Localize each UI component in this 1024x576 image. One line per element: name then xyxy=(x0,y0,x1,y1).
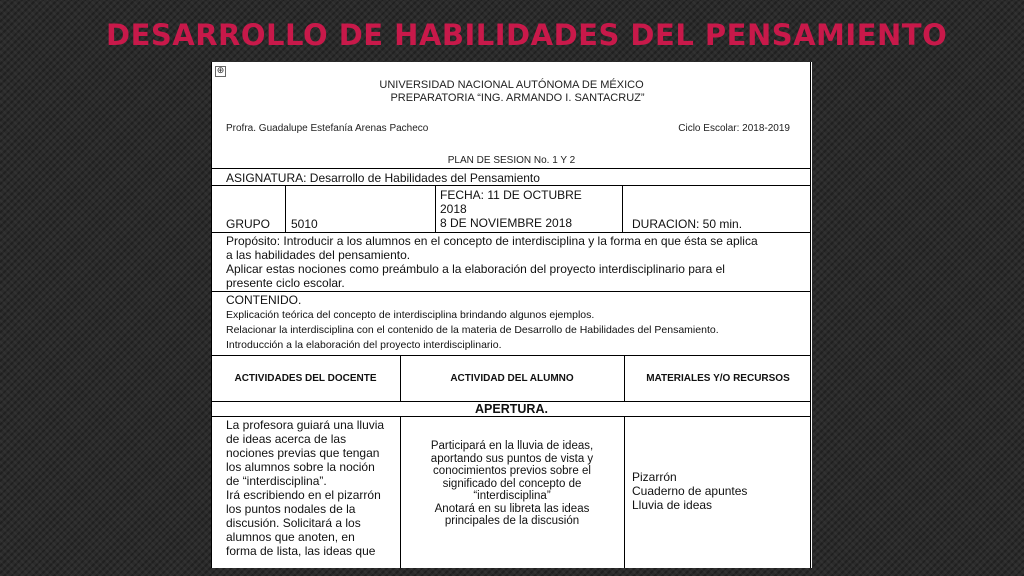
header-alumno: ACTIVIDAD DEL ALUMNO xyxy=(450,373,574,384)
rule-v-fecha xyxy=(435,185,436,232)
rule-grupo xyxy=(211,232,811,233)
grupo-label: GRUPO xyxy=(226,217,271,231)
alumno-line: Anotará en su libreta las ideas xyxy=(434,502,590,515)
rule-v-duracion xyxy=(622,185,623,232)
proposito-line-2: a las habilidades del pensamiento. xyxy=(226,248,411,262)
school-year: Ciclo Escolar: 2018-2019 xyxy=(678,123,790,134)
list-item: Explicación teórica del concepto de interdisciplina brindando algunos ejemplos. xyxy=(226,309,595,321)
docente-line: discusión. Solicitará a los xyxy=(226,516,361,530)
docente-activities xyxy=(226,418,384,558)
alumno-line: principales de la discusión xyxy=(444,515,580,527)
header-materiales: MATERIALES Y/O RECURSOS xyxy=(646,373,790,384)
grupo-value: 5010 xyxy=(291,217,318,231)
alumno-line: significado del concepto de xyxy=(442,477,582,490)
table-move-handle-icon[interactable]: ⊕ xyxy=(216,66,225,76)
material-item: Pizarrón xyxy=(632,470,677,484)
alumno-line: Participará en la lluvia de ideas, xyxy=(430,440,594,452)
docente-line: de ideas acerca de las xyxy=(226,432,347,446)
rule-asignatura xyxy=(211,185,811,186)
docente-line: de “interdisciplina”. xyxy=(226,474,327,488)
contenido-label: CONTENIDO. xyxy=(226,293,302,307)
rule-apertura xyxy=(211,416,811,417)
docente-line: Irá escribiendo en el pizarrón xyxy=(226,488,381,502)
alumno-line: “interdisciplina” xyxy=(473,490,551,502)
header-docente: ACTIVIDADES DEL DOCENTE xyxy=(234,373,377,384)
asignatura: ASIGNATURA: Desarrollo de Habilidades del Pensamiento xyxy=(226,171,540,185)
alumno-line: conocimientos previos sobre el xyxy=(433,465,591,477)
docente-line: alumnos que anoten, en xyxy=(226,530,355,544)
plan-title: PLAN DE SESION No. 1 Y 2 xyxy=(447,155,576,166)
fecha-line-2: 2018 xyxy=(440,202,467,216)
teacher-name: Profra. Guadalupe Estefanía Arenas Pacheco xyxy=(226,123,429,134)
fecha-line-1: FECHA: 11 DE OCTUBRE xyxy=(440,188,582,202)
docente-line: La profesora guiará una lluvia xyxy=(226,418,385,432)
docente-line: los puntos nodales de la xyxy=(226,502,356,516)
alumno-activities xyxy=(400,440,624,528)
rule-top xyxy=(211,168,811,169)
fecha-line-3: 8 DE NOVIEMBRE 2018 xyxy=(440,216,573,230)
list-item: Relacionar la interdisciplina con el contenido de la materia de Desarrollo de Habilidades del Pensamiento. xyxy=(226,324,719,336)
list-item: Introducción a la elaboración del proyecto interdisciplinario. xyxy=(226,339,502,351)
docente-line: nociones previas que tengan xyxy=(226,446,380,460)
contenido-list xyxy=(226,308,719,353)
proposito-line-3: Aplicar estas nociones como preámbulo a la elaboración del proyecto interdisciplinario para el xyxy=(226,262,725,276)
docente-line: forma de lista, las ideas que xyxy=(226,544,376,558)
proposito-line-4: presente ciclo escolar. xyxy=(226,276,345,290)
university-name: UNIVERSIDAD NACIONAL AUTÓNOMA DE MÉXICO xyxy=(379,79,644,91)
fecha-block xyxy=(440,188,582,230)
rule-v-grupo xyxy=(285,185,286,232)
alumno-line: aportando sus puntos de vista y xyxy=(430,452,594,465)
materiales-list xyxy=(632,470,747,512)
slide-title: DESARROLLO DE HABILIDADES DEL PENSAMIENTO xyxy=(106,18,948,52)
preparatoria-name: PREPARATORIA “ING. ARMANDO I. SANTACRUZ” xyxy=(390,92,645,104)
rule-contenido xyxy=(211,355,811,356)
proposito-block xyxy=(226,234,800,290)
proposito-line-1: Propósito: Introducir a los alumnos en el concepto de interdisciplina y la forma en que ésta se aplica xyxy=(226,234,758,248)
duracion: DURACION: 50 min. xyxy=(632,217,743,231)
rule-proposito xyxy=(211,291,811,292)
rule-v-body-2 xyxy=(624,416,625,568)
docente-line: los alumnos sobre la noción xyxy=(226,460,375,474)
material-item: Cuaderno de apuntes xyxy=(632,484,748,498)
apertura-heading: APERTURA. xyxy=(475,402,548,416)
document-page xyxy=(211,62,812,568)
material-item: Lluvia de ideas xyxy=(632,498,713,512)
